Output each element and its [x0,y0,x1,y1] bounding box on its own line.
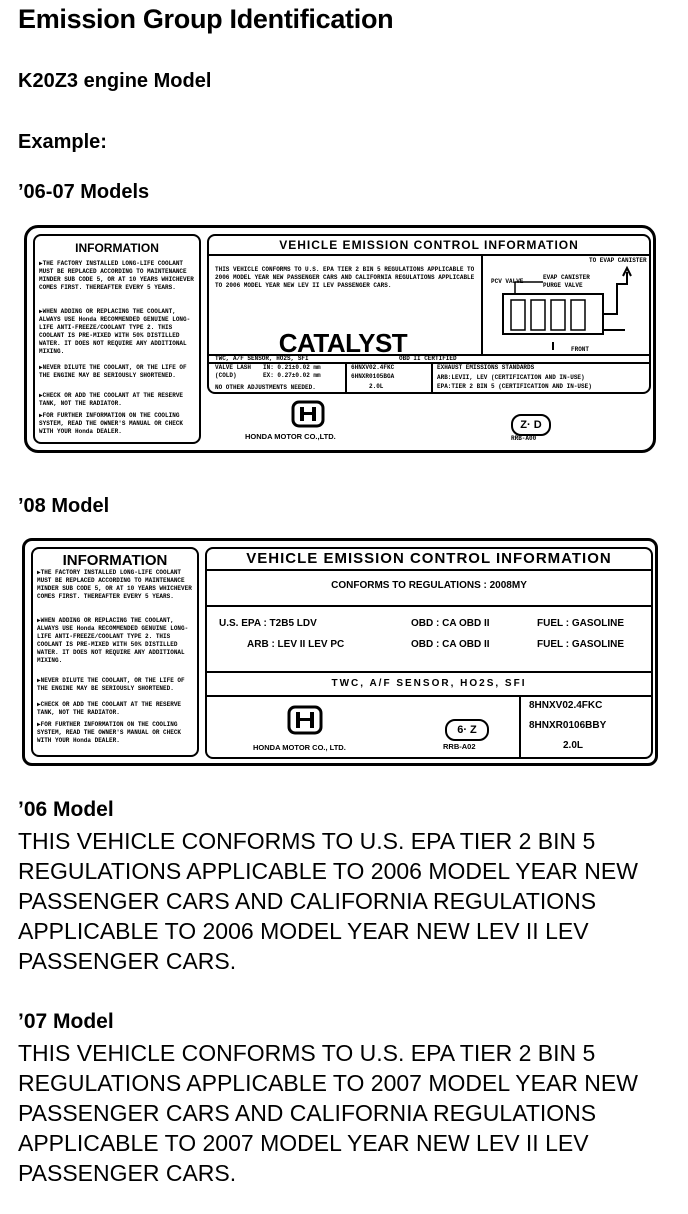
maker-text: HONDA MOTOR CO., LTD. [253,743,346,752]
info-box [33,234,201,444]
emission-badge: 6· Z [445,719,489,741]
conforms-line: CONFORMS TO REGULATIONS : 2008MY [331,580,527,591]
arb-line: ARB:LEVII, LEV (CERTIFICATION AND IN-USE) [437,374,585,381]
info-title: INFORMATION [75,241,159,255]
arb-value: ARB : LEV II LEV PC [247,639,345,650]
catalyst-text: CATALYST [278,328,408,358]
front-label: FRONT [571,346,590,353]
engine-model-heading: K20Z3 engine Model [18,70,212,92]
twc-line: TWC, A/F SENSOR, HO2S, SFI [331,678,527,689]
maker-text: HONDA MOTOR CO.,LTD. [245,432,336,441]
epa-value: U.S. EPA : T2B5 LDV [219,618,317,629]
fuel-value: FUEL : GASOLINE [537,618,625,629]
obd-value: OBD : CA OBD II [411,639,490,650]
emission-label-08 [22,538,658,766]
code-line: 8HNXV02.4FKC [529,700,603,711]
evap-purge-label: EVAP CANISTER PURGE VALVE [543,274,590,289]
part-code: RRB-A02 [443,742,476,751]
epa-line: EPA:TIER 2 BIN 5 (CERTIFICATION AND IN-USE) [437,383,592,390]
pcv-valve-label: PCV VALVE [491,278,524,285]
info-box [31,547,199,757]
info-item: ▶NEVER DILUTE THE COOLANT, OR THE LIFE OF THE ENGINE MAY BE SERIOUSLY SHORTENED. [37,677,185,692]
info-item: ▶CHECK OR ADD THE COOLANT AT THE RESERVE TANK, NOT THE RADIATOR. [39,392,184,407]
veci-title: VEHICLE EMISSION CONTROL INFORMATION [279,238,579,252]
text-06: THIS VEHICLE CONFORMS TO U.S. EPA TIER 2 BIN 5 REGULATIONS APPLICABLE TO 2006 MODEL YEAR NEW PASSENGER CARS AND CALIFORNIA REGULATIONS APPLICABLE TO 2006 MODEL YEAR NEW LEV II LEV PASSENGER CARS. [18,828,638,974]
page-title: Emission Group Identification [18,4,394,34]
info-item: ▶CHECK OR ADD THE COOLANT AT THE RESERVE TANK, NOT THE RADIATOR. [37,701,182,716]
code-line: 6HNXV02.4FKC [351,364,395,371]
obd-value: OBD : CA OBD II [411,618,490,629]
info-item: ▶FOR FURTHER INFORMATION ON THE COOLING SYSTEM, READ THE OWNER'S MANUAL OR CHECK WITH YOUR Honda DEALER. [37,721,182,744]
veci-title: VEHICLE EMISSION CONTROL INFORMATION [246,550,612,567]
twc-line: TWC, A/F SENSOR, HO2S, SFI [215,355,309,362]
exhaust-title: EXHAUST EMISSIONS STANDARDS [437,364,535,371]
valve-lash: VALVE LASH (COLD) [215,364,252,379]
veci-box [207,234,651,394]
emission-label-0607 [24,225,656,453]
info-item: ▶FOR FURTHER INFORMATION ON THE COOLING SYSTEM, READ THE OWNER'S MANUAL OR CHECK WITH YOUR Honda DEALER. [39,412,184,435]
info-title: INFORMATION [62,552,168,569]
fuel-value: FUEL : GASOLINE [537,639,625,650]
section-07-heading: ’07 Model [18,1010,114,1033]
info-item: ▶WHEN ADDING OR REPLACING THE COOLANT, ALWAYS USE Honda RECOMMENDED GENUINE LONG-LIFE ANTI-FREEZE/COOLANT TYPE 2. THIS COOLANT IS PRE-MIXED WITH 50% DISTILLED WATER. IT DOES NOT REQUIRE ANY ADDITIONAL MIXING. [37,617,189,664]
info-item: ▶THE FACTORY INSTALLED LONG-LIFE COOLANT MUST BE REPLACED ACCORDING TO MAINTENANCE MINDER SUB CODE 5, OR AT 10 YEARS WHICHEVER COMES FIRST. THEREAFTER EVERY 5 YEARS. [37,569,192,600]
veci-box [205,547,653,759]
info-item: ▶WHEN ADDING OR REPLACING THE COOLANT, ALWAYS USE Honda RECOMMENDED GENUINE LONG-LIFE ANTI-FREEZE/COOLANT TYPE 2. THIS COOLANT IS PRE-MIXED WITH 50% DISTILLED WATER. IT DOES NOT REQUIRE ANY ADDITIONAL MIXING. [39,308,191,355]
obd-line: OBD II CERTIFIED [399,355,457,362]
text-07: THIS VEHICLE CONFORMS TO U.S. EPA TIER 2 BIN 5 REGULATIONS APPLICABLE TO 2007 MODEL YEAR NEW PASSENGER CARS AND CALIFORNIA REGULATIONS APPLICABLE TO 2007 MODEL YEAR NEW LEV II LEV PASSENGER CARS. [18,1040,638,1186]
section-0607-heading: ’06-07 Models [18,181,150,203]
no-adjust: NO OTHER ADJUSTMENTS NEEDED. [215,384,316,391]
code-line: 6HNXR0105BGA [351,373,395,380]
example-heading: Example: [18,131,107,153]
engine-diagram [485,264,645,352]
to-evap-label: TO EVAP CANISTER [589,257,647,264]
emission-badge: Z· D [511,414,551,436]
section-08-heading: ’08 Model [18,495,110,517]
honda-logo-icon [291,400,325,428]
section-06-heading: ’06 Model [18,798,114,821]
code-line: 8HNXR0106BBY [529,720,607,731]
part-code: RRB-A00 [511,435,537,442]
code-line: 2.0L [563,740,584,751]
valve-in: IN: 0.21±0.02 mm [263,364,321,371]
info-item: ▶NEVER DILUTE THE COOLANT, OR THE LIFE OF THE ENGINE MAY BE SERIOUSLY SHORTENED. [39,364,187,379]
valve-ex: EX: 0.27±0.02 mm [263,372,321,379]
code-line: 2.0L [369,383,384,390]
honda-logo-icon [287,705,323,735]
info-item: ▶THE FACTORY INSTALLED LONG-LIFE COOLANT MUST BE REPLACED ACCORDING TO MAINTENANCE MINDER SUB CODE 5, OR AT 10 YEARS WHICHEVER COMES FIRST. THEREAFTER EVERY 5 YEARS. [39,260,194,291]
conforms-text: THIS VEHICLE CONFORMS TO U.S. EPA TIER 2 BIN 5 REGULATIONS APPLICABLE TO 2006 MODEL YEAR NEW PASSENGER CARS AND CALIFORNIA REGULATIONS APPLICABLE TO 2006 MODEL YEAR NEW LEV II LEV PASSENGER CARS. [215,266,475,289]
